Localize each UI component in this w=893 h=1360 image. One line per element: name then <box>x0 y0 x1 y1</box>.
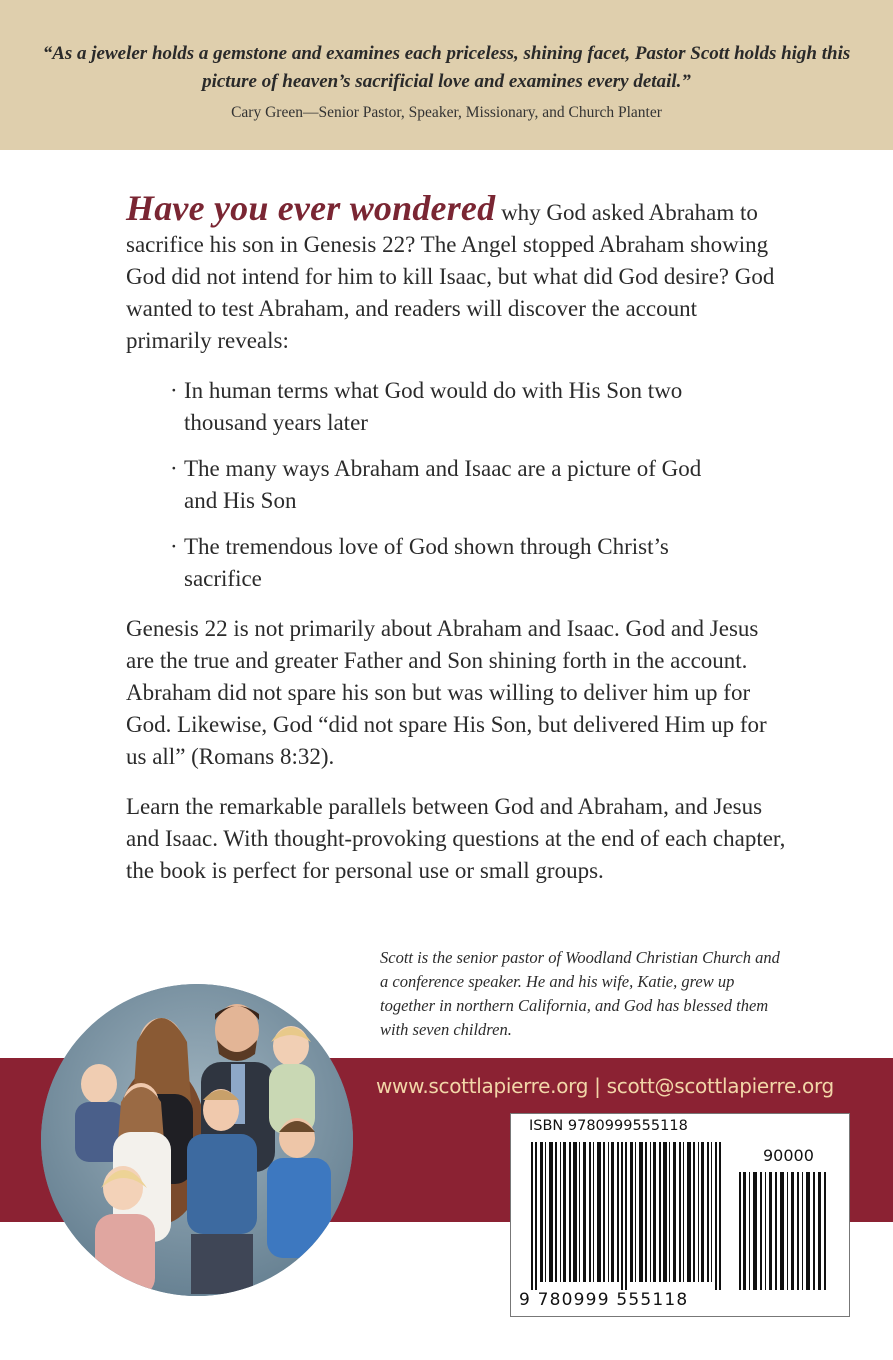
bullet-icon: · <box>170 534 178 559</box>
list-item-text: The tremendous love of God shown through Christ’s sacrifice <box>184 534 669 591</box>
endorsement-quote: “As a jeweler holds a gemstone and examines each priceless, shining facet, Pastor Scott holds high this picture of heaven’s sacrificial love and examines every detail.” <box>42 43 851 92</box>
lead-phrase: Have you ever wondered <box>126 188 496 228</box>
intro-text: why God asked Abraham to sacrifice his son in Genesis 22? The Angel stopped Abraham showing God did not intend for him to kill Isaac, but what did God desire? God wanted to test Abraham, and readers will discover the account primarily reveals: <box>126 200 775 353</box>
price-code: 90000 <box>763 1146 814 1165</box>
endorsement-attribution: Cary Green—Senior Pastor, Speaker, Missionary, and Church Planter <box>231 104 662 121</box>
list-item <box>170 375 704 439</box>
list-item <box>170 531 704 595</box>
ean-barcode-bars <box>531 1142 731 1290</box>
isbn-label: ISBN 9780999555118 <box>529 1118 688 1134</box>
endorsement-band <box>0 0 893 150</box>
list-item-text: The many ways Abraham and Isaac are a picture of God and His Son <box>184 456 702 513</box>
reveal-list <box>126 375 786 595</box>
barcode-digits: 9 780999 555118 <box>519 1290 689 1310</box>
genesis-paragraph: Genesis 22 is not primarily about Abraham and Isaac. God and Jesus are the true and greater Father and Son shining forth in the account. Abraham did not spare his son but was willing to deliver him up for God. Likewise, God “did not spare His Son, but delivered Him up for us all” (Romans 8:32). <box>126 616 767 769</box>
author-bio: Scott is the senior pastor of Woodland Christian Church and a conference speaker. He and his wife, Katie, grew up together in northern California, and God has blessed them with seven children. <box>380 948 780 1039</box>
intro-paragraph <box>126 188 786 357</box>
family-photo-illustration <box>41 984 353 1296</box>
bullet-icon: · <box>170 378 178 403</box>
isbn-barcode <box>510 1113 850 1317</box>
list-item <box>170 453 704 517</box>
book-description <box>126 188 786 887</box>
price-barcode-bars <box>739 1172 829 1290</box>
family-photo <box>41 984 353 1296</box>
bullet-icon: · <box>170 456 178 481</box>
contact-line: www.scottlapierre.org | scott@scottlapierre.org <box>376 1074 834 1098</box>
learn-paragraph: Learn the remarkable parallels between God and Abraham, and Jesus and Isaac. With thought-provoking questions at the end of each chapter, the book is perfect for personal use or small groups. <box>126 794 786 883</box>
list-item-text: In human terms what God would do with His Son two thousand years later <box>184 378 683 435</box>
